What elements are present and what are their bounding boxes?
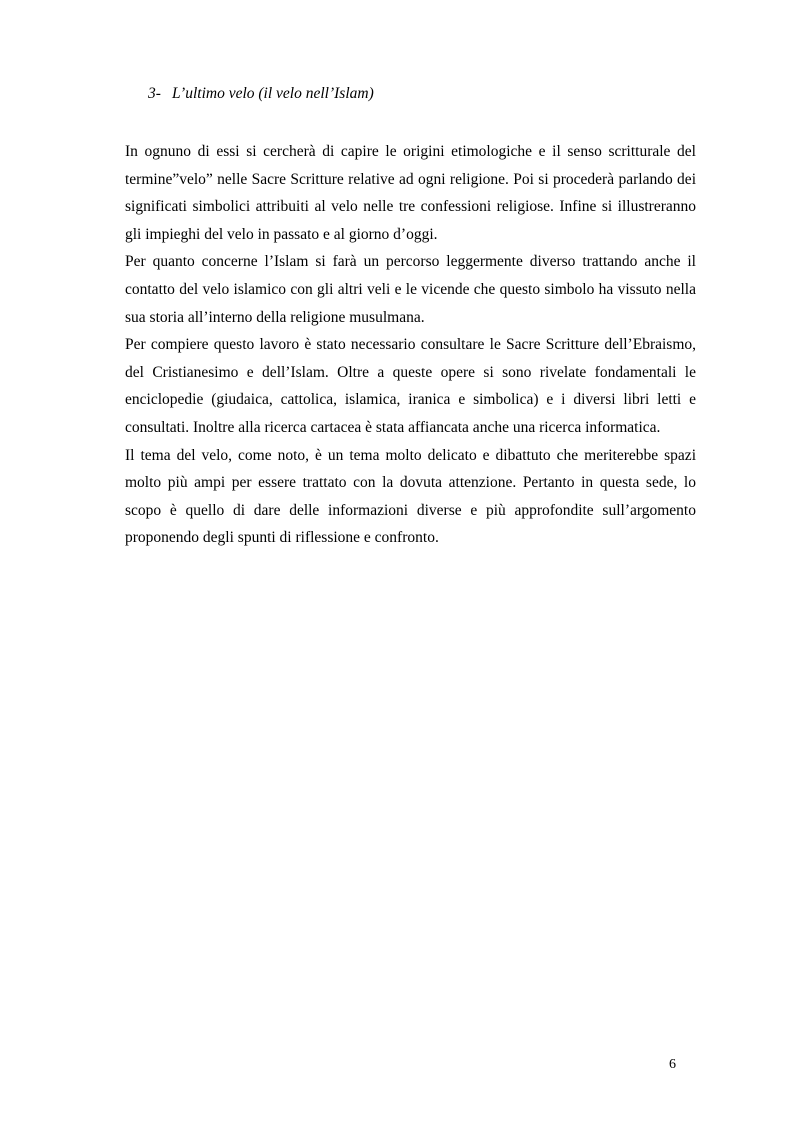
paragraph: Il tema del velo, come noto, è un tema molto delicato e dibattuto che meriterebbe spazi molto più ampi per essere trattato con la dovuta attenzione. Pertanto in questa sede, lo scopo è quello di dare delle informazioni diverse e più approfondite sull’argomento proponendo degli spunti di riflessione e confronto. (125, 446, 696, 547)
paragraph: Per compiere questo lavoro è stato necessario consultare le Sacre Scritture dell’Ebraismo, del Cristianesimo e dell’Islam. Oltre a queste opere si sono rivelate fondamentali le enciclopedie (giudaica, cattolica, islamica, iranica e simbolica) e i diversi libri letti e consultati. Inoltre alla ricerca cartacea è stata affiancata anche una ricerca informatica. (125, 336, 696, 436)
body-text (125, 138, 696, 552)
numbered-list-item (148, 84, 374, 104)
paragraph: In ognuno di essi si cercherà di capire le origini etimologiche e il senso scritturale del termine”velo” nelle Sacre Scritture relative ad ogni religione. Poi si procederà parlando dei significati simbolici attribuiti al velo nelle tre confessioni religiose. Infine si illustreranno gli impieghi del velo in passato e al giorno d’oggi. (125, 143, 696, 243)
paragraph: Per quanto concerne l’Islam si farà un percorso leggermente diverso trattando anche il contatto del velo islamico con gli altri veli e le vicende che questo simbolo ha vissuto nella sua storia all’interno della religione musulmana. (125, 253, 696, 326)
list-item-title: L’ultimo velo (il velo nell’Islam) (172, 85, 374, 102)
list-item-number: 3- (148, 85, 161, 102)
page-number: 6 (669, 1057, 676, 1072)
